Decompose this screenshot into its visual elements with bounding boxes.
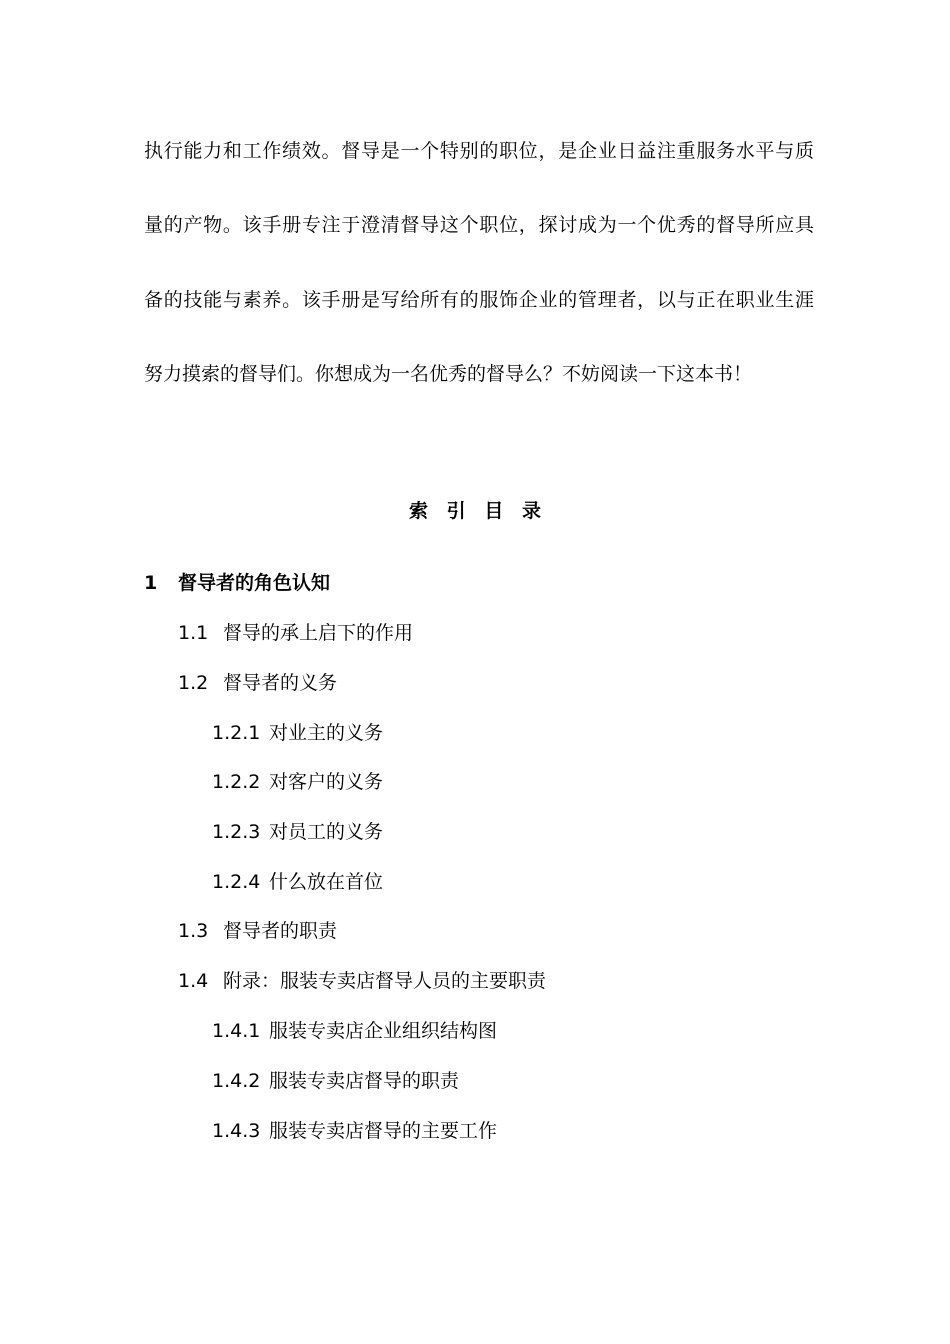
toc-title-char: 索	[409, 500, 429, 522]
toc-entry-text: 附录：服装专卖店督导人员的主要职责	[223, 970, 547, 992]
toc-entry-number: 1.2.3	[212, 821, 261, 843]
intro-line: 备的技能与素养。该手册是写给所有的服饰企业的管理者，以与正在职业生涯	[144, 289, 814, 311]
toc-entry[interactable]	[178, 620, 413, 646]
toc-entry-number: 1.2.2	[212, 771, 261, 793]
toc-entry[interactable]	[212, 869, 383, 895]
toc-entry-text: 对客户的义务	[269, 771, 384, 793]
toc-entry-number: 1.4.1	[212, 1020, 261, 1042]
toc-entry-text: 督导者的职责	[223, 920, 338, 942]
toc-entry-number: 1.3	[178, 920, 209, 942]
toc-title	[0, 496, 950, 523]
toc-entry[interactable]	[178, 918, 337, 944]
toc-title-char: 目	[484, 500, 504, 522]
toc-entry-number: 1.2	[178, 672, 209, 694]
toc-entry[interactable]	[212, 1118, 497, 1144]
toc-entry-text: 督导者的义务	[223, 672, 338, 694]
intro-line: 执行能力和工作绩效。督导是一个特别的职位，是企业日益注重服务水平与质	[144, 140, 814, 162]
toc-entry[interactable]	[178, 670, 337, 696]
toc-entry-text: 对员工的义务	[269, 821, 384, 843]
toc-entry-text: 服装专卖店督导的职责	[269, 1070, 460, 1092]
toc-entry-text: 什么放在首位	[269, 871, 384, 893]
intro-line: 量的产物。该手册专注于澄清督导这个职位，探讨成为一个优秀的督导所应具	[144, 214, 814, 236]
toc-entry-number: 1.1	[178, 622, 209, 644]
toc-entry[interactable]	[212, 769, 383, 795]
toc-entry-number: 1	[144, 572, 158, 594]
toc-entry[interactable]	[144, 570, 330, 596]
toc-entry[interactable]	[212, 1018, 497, 1044]
toc-entry[interactable]	[178, 968, 546, 994]
toc-entry[interactable]	[212, 1068, 459, 1094]
toc-title-char: 引	[446, 500, 466, 522]
toc-title-char: 录	[521, 500, 541, 522]
toc-entry[interactable]	[212, 720, 383, 746]
toc-entry-number: 1.4.3	[212, 1120, 261, 1142]
intro-line: 努力摸索的督导们。你想成为一名优秀的督导么？不妨阅读一下这本书！	[144, 363, 753, 385]
toc-entry-text: 对业主的义务	[269, 722, 384, 744]
toc-entry-text: 督导者的角色认知	[178, 572, 331, 594]
toc-entry-text: 服装专卖店企业组织结构图	[269, 1020, 498, 1042]
toc-entry-number: 1.2.4	[212, 871, 261, 893]
toc-entry[interactable]	[212, 819, 383, 845]
toc-entry-number: 1.4	[178, 970, 209, 992]
toc-entry-number: 1.2.1	[212, 722, 261, 744]
toc-entry-text: 服装专卖店督导的主要工作	[269, 1120, 498, 1142]
toc-entry-number: 1.4.2	[212, 1070, 261, 1092]
toc-entry-text: 督导的承上启下的作用	[223, 622, 414, 644]
